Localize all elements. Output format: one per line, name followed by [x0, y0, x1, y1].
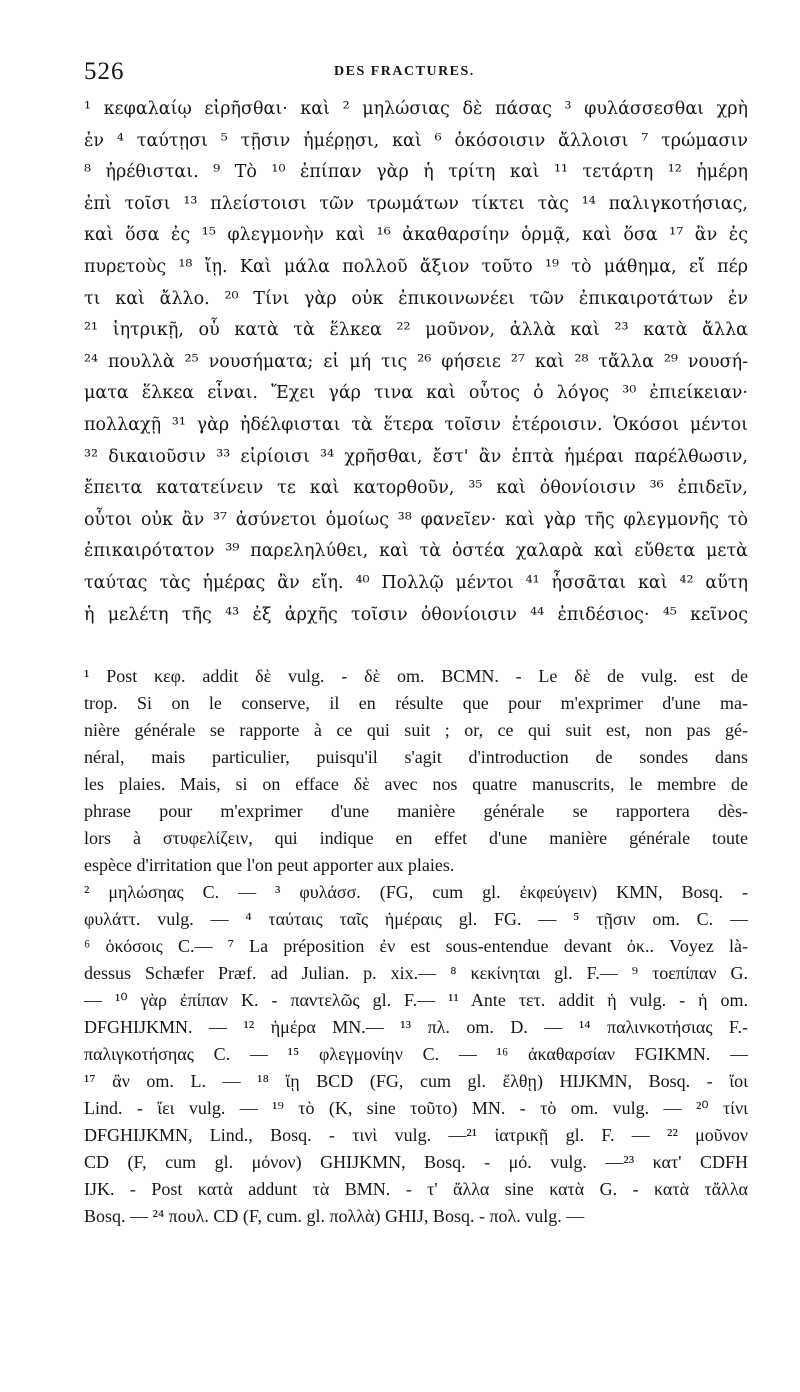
text-line: ἐπὶ τοῖσι ¹³ πλείστοισι τῶν τρωμάτων τίκτει τὰς ¹⁴ παλιγκοτήσιας,	[84, 193, 748, 214]
running-title: DES FRACTURES.	[334, 64, 475, 79]
text-line: ²⁴ πουλλὰ ²⁵ νουσήματα; εἰ μή τις ²⁶ φήσειε ²⁷ καὶ ²⁸ τἄλλα ²⁹ νουσή-	[84, 351, 748, 372]
text-line: ἐπικαιρότατον ³⁹ παρεληλύθει, καὶ τὰ ὀστέα χαλαρὰ καὶ εὔθετα μετὰ	[84, 541, 748, 562]
text-line: ⁸ ἠρέθισται. ⁹ Τὸ ¹⁰ ἐπίπαν γὰρ ἡ τρίτη καὶ ¹¹ τετάρτη ¹² ἡμέρη	[84, 162, 748, 183]
footnote-line: ¹ Post κεφ. addit δὲ vulg. - δὲ om. BCMN. - Le δὲ de vulg. est de	[84, 666, 748, 687]
text-line: ²¹ ἰητρικῇ, οὗ κατὰ τὰ ἕλκεα ²² μοῦνον, ἀλλὰ καὶ ²³ κατὰ ἄλλα	[84, 320, 748, 341]
footnote-line: Bosq. — ²⁴ πουλ. CD (F, cum. gl. πολλὰ) GHIJ, Bosq. - πολ. vulg. —	[84, 1206, 585, 1227]
footnote-line: ¹⁷ ἂν om. L. — ¹⁸ ἴῃ BCD (FG, cum gl. ἔλθῃ) HIJKMN, Bosq. - ἴοι	[84, 1071, 748, 1092]
text-line: ἐν ⁴ ταύτῃσι ⁵ τῇσιν ἡμέρῃσι, καὶ ⁶ ὁκόσοισιν ἄλλοισι ⁷ τρώμασιν	[84, 130, 748, 151]
footnote-line: φυλάττ. vulg. — ⁴ ταύταις ταῖς ἡμέραις gl. FG. — ⁵ τῇσιν om. C. —	[84, 909, 748, 930]
footnote-line: trop. Si on le conserve, il en résulte que pour m'exprimer d'une ma-	[84, 693, 748, 714]
text-line: ¹ κεφαλαίῳ εἰρῆσθαι· καὶ ² μηλώσιας δὲ πάσας ³ φυλάσσεσθαι χρὴ	[84, 99, 748, 119]
page-header	[84, 58, 748, 94]
text-line: ἡ μελέτη τῆς ⁴³ ἐξ ἀρχῆς τοῖσιν ὀθονίοισιν ⁴⁴ ἐπιδέσιος· ⁴⁵ κεῖνος	[84, 604, 748, 625]
footnote-line: παλιγκοτήσηας C. — ¹⁵ φλεγμονίην C. — ¹⁶ ἀκαθαρσίαν FGIKMN. —	[84, 1044, 748, 1065]
footnote-line: ⁶ ὁκόσοις C.— ⁷ La préposition ἐν est sous-entendue devant ὀκ.. Voyez là-	[84, 936, 748, 957]
text-line: πυρετοὺς ¹⁸ ἴῃ. Καὶ μάλα πολλοῦ ἄξιον τοῦτο ¹⁹ τὸ μάθημα, εἴ πέρ	[84, 256, 748, 277]
footnote-line: Lind. - ἴει vulg. — ¹⁹ τὸ (K, sine τοῦτο) MN. - τὸ om. vulg. — ²⁰ τίνι	[84, 1098, 748, 1119]
footnote-line: CD (F, cum gl. μόνον) GHIJKMN, Bosq. - μό. vulg. —²³ κατ' CDFH	[84, 1152, 748, 1173]
footnote-line: DFGHIJKMN, Lind., Bosq. - τινὶ vulg. —²¹ ἰατρικῇ gl. F. — ²² μοῦνον	[84, 1125, 748, 1146]
footnote-line: phrase pour m'exprimer d'une manière générale se rapportera dès-	[84, 801, 748, 822]
text-line: ³² δικαιοῦσιν ³³ εἰρίοισι ³⁴ χρῆσθαι, ἔστ' ἂν ἑπτὰ ἡμέραι παρέλθωσιν,	[84, 446, 748, 467]
page-number: 526	[84, 58, 125, 85]
text-line: ματα ἕλκεα εἶναι. Ἔχει γάρ τινα καὶ οὗτος ὁ λόγος ³⁰ ἐπιείκειαν·	[84, 383, 748, 404]
footnote-line: nière générale se rapporte à ce qui suit ; or, ce qui suit est, non pas gé-	[84, 720, 748, 741]
footnote-line: dessus Schæfer Præf. ad Julian. p. xix.— ⁸ κεκίνηται gl. F.— ⁹ τοεπίπαν G.	[84, 963, 748, 984]
text-line: οὗτοι οὐκ ἂν ³⁷ ἀσύνετοι ὁμοίως ³⁸ φανεῖεν· καὶ γὰρ τῆς φλεγμονῆς τὸ	[84, 509, 748, 530]
text-line: καὶ ὅσα ἐς ¹⁵ φλεγμονὴν καὶ ¹⁶ ἀκαθαρσίην ὁρμᾷ, καὶ ὅσα ¹⁷ ἂν ἐς	[84, 225, 748, 246]
footnotes	[84, 663, 748, 1230]
footnote-line: IJK. - Post κατὰ addunt τὰ BMN. - τ' ἄλλα sine κατὰ G. - κατὰ τἄλλα	[84, 1179, 748, 1200]
text-line: πολλαχῇ ³¹ γὰρ ἠδέλφισται τὰ ἕτερα τοῖσιν ἑτέροισιν. Ὁκόσοι μέντοι	[84, 414, 748, 435]
text-line: ἔπειτα κατατείνειν τε καὶ κατορθοῦν, ³⁵ καὶ ὀθονίοισιν ³⁶ ἐπιδεῖν,	[84, 478, 748, 499]
text-line: ταύτας τὰς ἡμέρας ἂν εἴη. ⁴⁰ Πολλῷ μέντοι ⁴¹ ἧσσᾶται καὶ ⁴² αὕτη	[84, 572, 748, 593]
footnote-line: les plaies. Mais, si on efface δὲ avec nos quatre manuscrits, le membre de	[84, 774, 748, 795]
footnote-line: espèce d'irritation que l'on peut apporter aux plaies.	[84, 855, 455, 876]
footnote-line: néral, mais particulier, puisqu'il s'agit d'introduction de sondes dans	[84, 747, 748, 768]
text-line: τι καὶ ἄλλο. ²⁰ Τίνι γὰρ οὐκ ἐπικοινωνέει τῶν ἐπικαιροτάτων ἐν	[84, 288, 748, 309]
section-gap	[84, 631, 748, 663]
footnote-line: DFGHIJKMN. — ¹² ἡμέρα MN.— ¹³ πλ. om. D. — ¹⁴ παλινκοτήσιας F.-	[84, 1017, 748, 1038]
footnote-line: ² μηλώσηας C. — ³ φυλάσσ. (FG, cum gl. ἐκφεύγειν) KMN, Bosq. -	[84, 882, 748, 903]
greek-main-text	[84, 94, 748, 631]
footnote-line: lors à στυφελίζειν, qui indique en effet d'une manière générale toute	[84, 828, 748, 849]
footnote-line: — ¹⁰ γὰρ ἐπίπαν K. - παντελῶς gl. F.— ¹¹ Ante τετ. addit ἡ vulg. - ἡ om.	[84, 990, 748, 1011]
